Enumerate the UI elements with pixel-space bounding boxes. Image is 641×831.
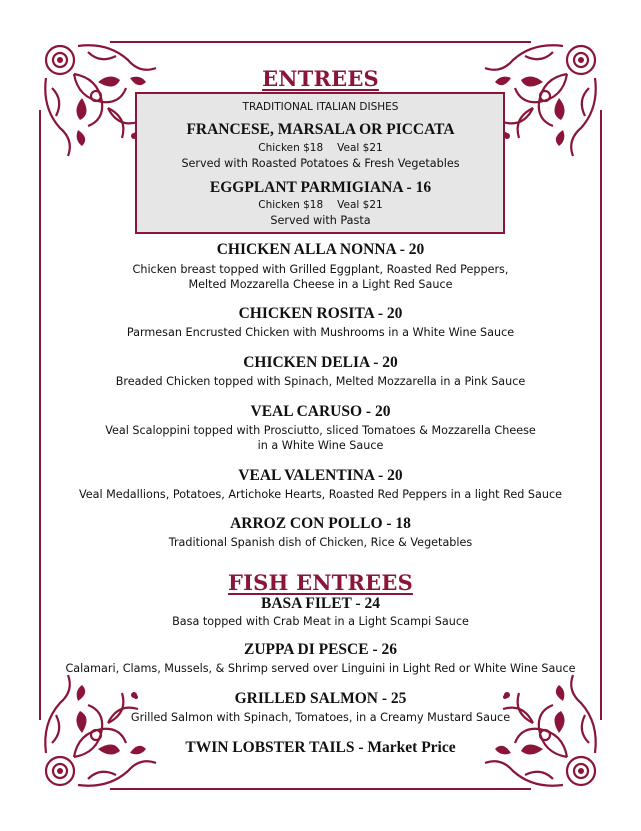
dish-desc: Breaded Chicken topped with Spinach, Melted Mozzarella in a Pink Sauce [115, 375, 526, 388]
dish-desc: Basa topped with Crab Meat in a Light Scampi Sauce [172, 615, 469, 628]
dish-name: VEAL CARUSO - 20 [250, 403, 391, 420]
dish-desc: Veal Medallions, Potatoes, Artichoke Hearts, Roasted Red Peppers in a light Red Sauce [78, 488, 563, 501]
dish-desc: Grilled Salmon with Spinach, Tomatoes, in a Creamy Mustard Sauce [130, 711, 511, 724]
francese-prices [0, 142, 641, 154]
dish-name: CHICKEN ALLA NONNA - 20 [216, 241, 425, 258]
dish-name: CHICKEN DELIA - 20 [243, 354, 398, 371]
dish-name-eggplant: EGGPLANT PARMIGIANA - 16 [209, 179, 432, 196]
dish-name: TWIN LOBSTER TAILS - Market Price [185, 739, 456, 756]
francese-served: Served with Roasted Potatoes & Fresh Vegetables [181, 157, 460, 170]
dish-desc: Calamari, Clams, Mussels, & Shrimp served over Linguini in Light Red or White Wine Sauce [65, 662, 576, 675]
francese-veal-price: Veal $21 [337, 142, 383, 154]
entrees-title: ENTREES [262, 66, 379, 91]
dish-desc: Veal Scaloppini topped with Prosciutto, sliced Tomatoes & Mozzarella Cheese [105, 424, 536, 437]
dish-name: VEAL VALENTINA - 20 [238, 467, 403, 484]
dish-desc: Parmesan Encrusted Chicken with Mushrooms in a White Wine Sauce [126, 326, 515, 339]
eggplant-chicken-price: Chicken $18 [258, 199, 324, 211]
dish-name-francese: FRANCESE, MARSALA OR PICCATA [186, 121, 455, 138]
francese-chicken-price: Chicken $18 [258, 142, 324, 154]
traditional-heading: TRADITIONAL ITALIAN DISHES [242, 101, 399, 113]
dish-name: ZUPPA DI PESCE - 26 [243, 641, 397, 658]
dish-desc: Chicken breast topped with Grilled Eggplant, Roasted Red Peppers, [132, 263, 509, 276]
dish-name: CHICKEN ROSITA - 20 [238, 305, 403, 322]
dish-name: ARROZ CON POLLO - 18 [230, 515, 411, 532]
dish-desc: in a White Wine Sauce [257, 439, 384, 452]
eggplant-veal-price: Veal $21 [337, 199, 383, 211]
dish-desc: Melted Mozzarella Cheese in a Light Red Sauce [188, 278, 453, 291]
dish-name: BASA FILET - 24 [260, 595, 380, 612]
fish-entrees-title: FISH ENTREES [228, 570, 413, 595]
dish-name: GRILLED SALMON - 25 [234, 690, 407, 707]
dish-desc: Traditional Spanish dish of Chicken, Rice & Vegetables [168, 536, 473, 549]
eggplant-prices [0, 199, 641, 211]
eggplant-served: Served with Pasta [270, 214, 371, 227]
